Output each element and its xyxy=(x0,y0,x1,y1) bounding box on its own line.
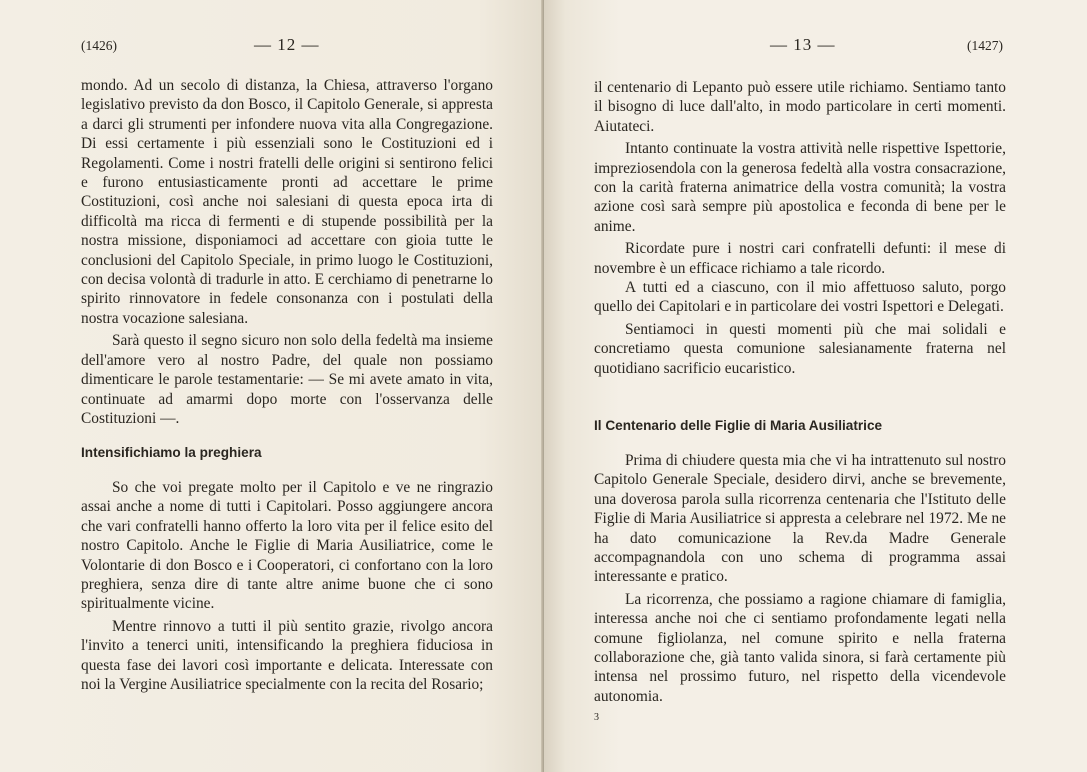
section-heading-preghiera: Intensifichiamo la preghiera xyxy=(81,445,262,460)
left-body-bottom xyxy=(81,478,493,694)
paragraph-continued-right: il centenario di Lepanto può essere utile richiamo. Sentiamo tanto il bisogno di luce dall'alto, in modo particolare in certi momenti. Aiutateci. xyxy=(594,79,1006,135)
right-body-bottom xyxy=(594,451,1006,706)
signature-mark: 3 xyxy=(594,712,599,723)
paragraph-rinnovo: Mentre rinnovo a tutti il più sentito grazie, rivolgo ancora l'invito a tenerci uniti, intensificando la preghiera fiduciosa in questa fase dei lavori così importante e delicata. Interessate con noi la Vergine Ausiliatrice specialmente con la recita del Rosario; xyxy=(81,617,493,694)
paragraph-solidali: Sentiamoci in questi momenti più che mai solidali e concretiamo questa comunione salesianamente fraterna nel quotidiano sacrificio eucaristico. xyxy=(594,320,1006,377)
paragraph-intanto: Intanto continuate la vostra attività nelle rispettive Ispettorie, impreziosendola con la generosa fedeltà alla vostra consacrazione, con la carità fraterna animatrice della vostra comunità; la vostra azione così sarà sempre più apostolica e feconda di bene per le anime. xyxy=(594,140,1006,235)
paragraph-ricorrenza: La ricorrenza, che possiamo a ragione chiamare di famiglia, interessa anche noi che ci sentiamo profondamente legati nella comune figliolanza, nel comune spirito e nella fraterna collaborazione che, già tanto valida sinora, si farà certamente più intensa nel prossimo futuro, nel rispetto della vicendevole autonomia. xyxy=(594,590,1006,705)
left-page-number: — 12 — xyxy=(254,35,320,54)
right-header-code: (1427) xyxy=(967,38,1003,53)
right-page xyxy=(544,0,1087,772)
paragraph-ricordate: Ricordate pure i nostri cari confratelli defunti: il mese di novembre è un efficace richiamo a tale ricordo. xyxy=(594,240,1006,277)
paragraph-preghiera: So che voi pregate molto per il Capitolo e ve ne ringrazio assai anche a nome di tutti i Capitolari. Posso aggiungere ancora che vari confratelli hanno offerto la loro vita per il felice esito del nostro Capitolo. Anche le Figlie di Maria Ausiliatrice, come le Volontarie di don Bosco e i Cooperatori, ci confortano con la loro preghiera, senza dire di tante altre anime buone che ci sono spiritualmente vicine. xyxy=(81,479,493,613)
paragraph-saluto: A tutti ed a ciascuno, con il mio affettuoso saluto, porgo quello dei Capitolari e in particolare dei vostri Ispettori e Delegati. xyxy=(594,279,1006,316)
left-header-code: (1426) xyxy=(81,38,117,53)
paragraph-segno: Sarà questo il segno sicuro non solo della fedeltà ma insieme dell'amore vero al nostro Padre, del quale non possiamo dimenticare le parole testamentarie: — Se mi avete amato in vita, continuate ad amarmi dopo morte con l'osservanza delle Costituzioni —. xyxy=(81,332,493,427)
right-body-top xyxy=(594,78,1006,378)
left-body-top xyxy=(81,76,493,428)
section-heading-centenario: Il Centenario delle Figlie di Maria Ausiliatrice xyxy=(594,418,883,433)
paragraph-continued: mondo. Ad un secolo di distanza, la Chiesa, attraverso l'organo legislativo previsto da don Bosco, il Capitolo Generale, si appresta a darci gli strumenti per infondere nuova vita alla Congregazione. Di essi certamente i più essenziali sono le Costituzioni ed i Regolamenti. Come i nostri fratelli delle origini si sentirono felici e furono entusiasticamente pronti ad accettare le prime Costituzioni, così anche noi salesiani di questa epoca irta di difficoltà ma ricca di fermenti e di stupende possibilità per la nostra missione, disponiamoci ad accettare con gioia tutte le conclusioni del Capitolo Speciale, in primo luogo le Costituzioni, con decisa volontà di tradurle in atto. E cerchiamo di penetrarne lo spirito rinnovatore in fedele consonanza con i postulati della nostra vocazione salesiana. xyxy=(81,77,493,327)
right-page-number: — 13 — xyxy=(770,35,836,54)
paragraph-chiudere: Prima di chiudere questa mia che vi ha intrattenuto sul nostro Capitolo Generale Speciale, desidero dirvi, anche se brevemente, una doverosa parola sulla ricorrenza centenaria che l'Istituto delle Figlie di Maria Ausiliatrice si appresta a celebrare nel 1972. Me ne ha dato comunicazione la Rev.da Madre Generale accompagnandola con uno schema di programma assai interessante e pratico. xyxy=(594,452,1006,586)
